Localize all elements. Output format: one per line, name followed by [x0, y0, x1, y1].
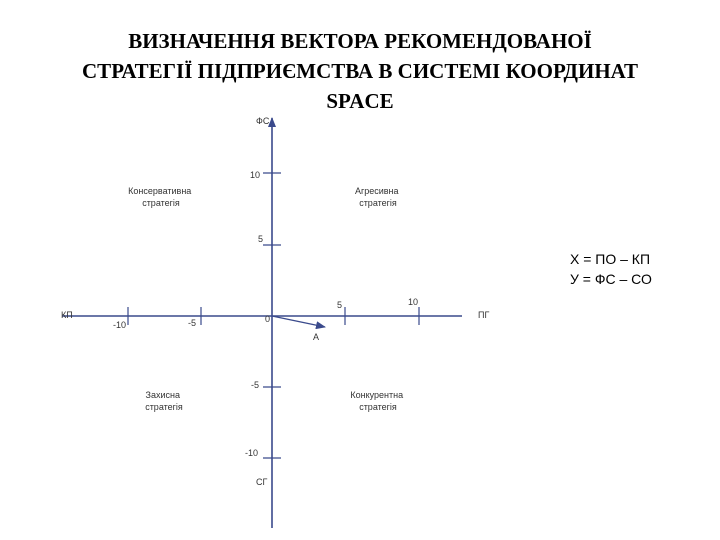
tick-label-y-pos-10: 10 [250, 170, 261, 180]
axis-label-left: КП [61, 310, 73, 320]
tick-label-x-pos-10: 10 [408, 297, 419, 307]
tick-label-y-neg-10: -10 [245, 448, 259, 458]
formula-block [570, 249, 652, 289]
quadrant-top-right-line-2: стратегія [359, 198, 397, 208]
quadrant-bottom-right-line-2: стратегія [359, 402, 397, 412]
quadrant-bottom-left-line-2: стратегія [145, 402, 183, 412]
tick-label-origin: 0 [265, 314, 271, 324]
quadrant-top-left-line-2: стратегія [142, 198, 180, 208]
title-line-1: ВИЗНАЧЕННЯ ВЕКТОРА РЕКОМЕНДОВАНОЇ [128, 29, 592, 53]
tick-label-y-neg-5: -5 [251, 380, 260, 390]
quadrant-label-bottom-right [350, 390, 405, 412]
quadrant-label-top-left [128, 186, 194, 208]
quadrant-label-top-right [355, 186, 401, 208]
tick-label-x-neg-5: -5 [188, 318, 197, 328]
quadrant-top-right-line-1: Агресивна [354, 186, 399, 196]
quadrant-bottom-right-line-1: Конкурентна [350, 390, 404, 400]
quadrant-bottom-left-line-1: Захисна [145, 390, 180, 400]
axis-label-top: ФС [256, 116, 270, 126]
formula-x: Х = ПО – КП [570, 251, 651, 267]
strategy-vector-a [272, 316, 325, 327]
title-line-2: СТРАТЕГІЇ ПІДПРИЄМСТВА В СИСТЕМІ КООРДИНАТ [82, 59, 638, 83]
axis-label-right: ПГ [478, 310, 490, 320]
tick-label-x-neg-10: -10 [113, 320, 127, 330]
tick-label-x-pos-5: 5 [337, 300, 343, 310]
formula-y: У = ФС – СО [570, 271, 652, 287]
quadrant-top-left-line-1: Консервативна [128, 186, 192, 196]
title-line-3: SPACE [326, 89, 394, 113]
quadrant-label-bottom-left [145, 390, 183, 412]
tick-label-y-pos-5: 5 [258, 234, 264, 244]
axis-label-bottom: СГ [256, 477, 268, 487]
vector-label-a: А [313, 332, 320, 342]
